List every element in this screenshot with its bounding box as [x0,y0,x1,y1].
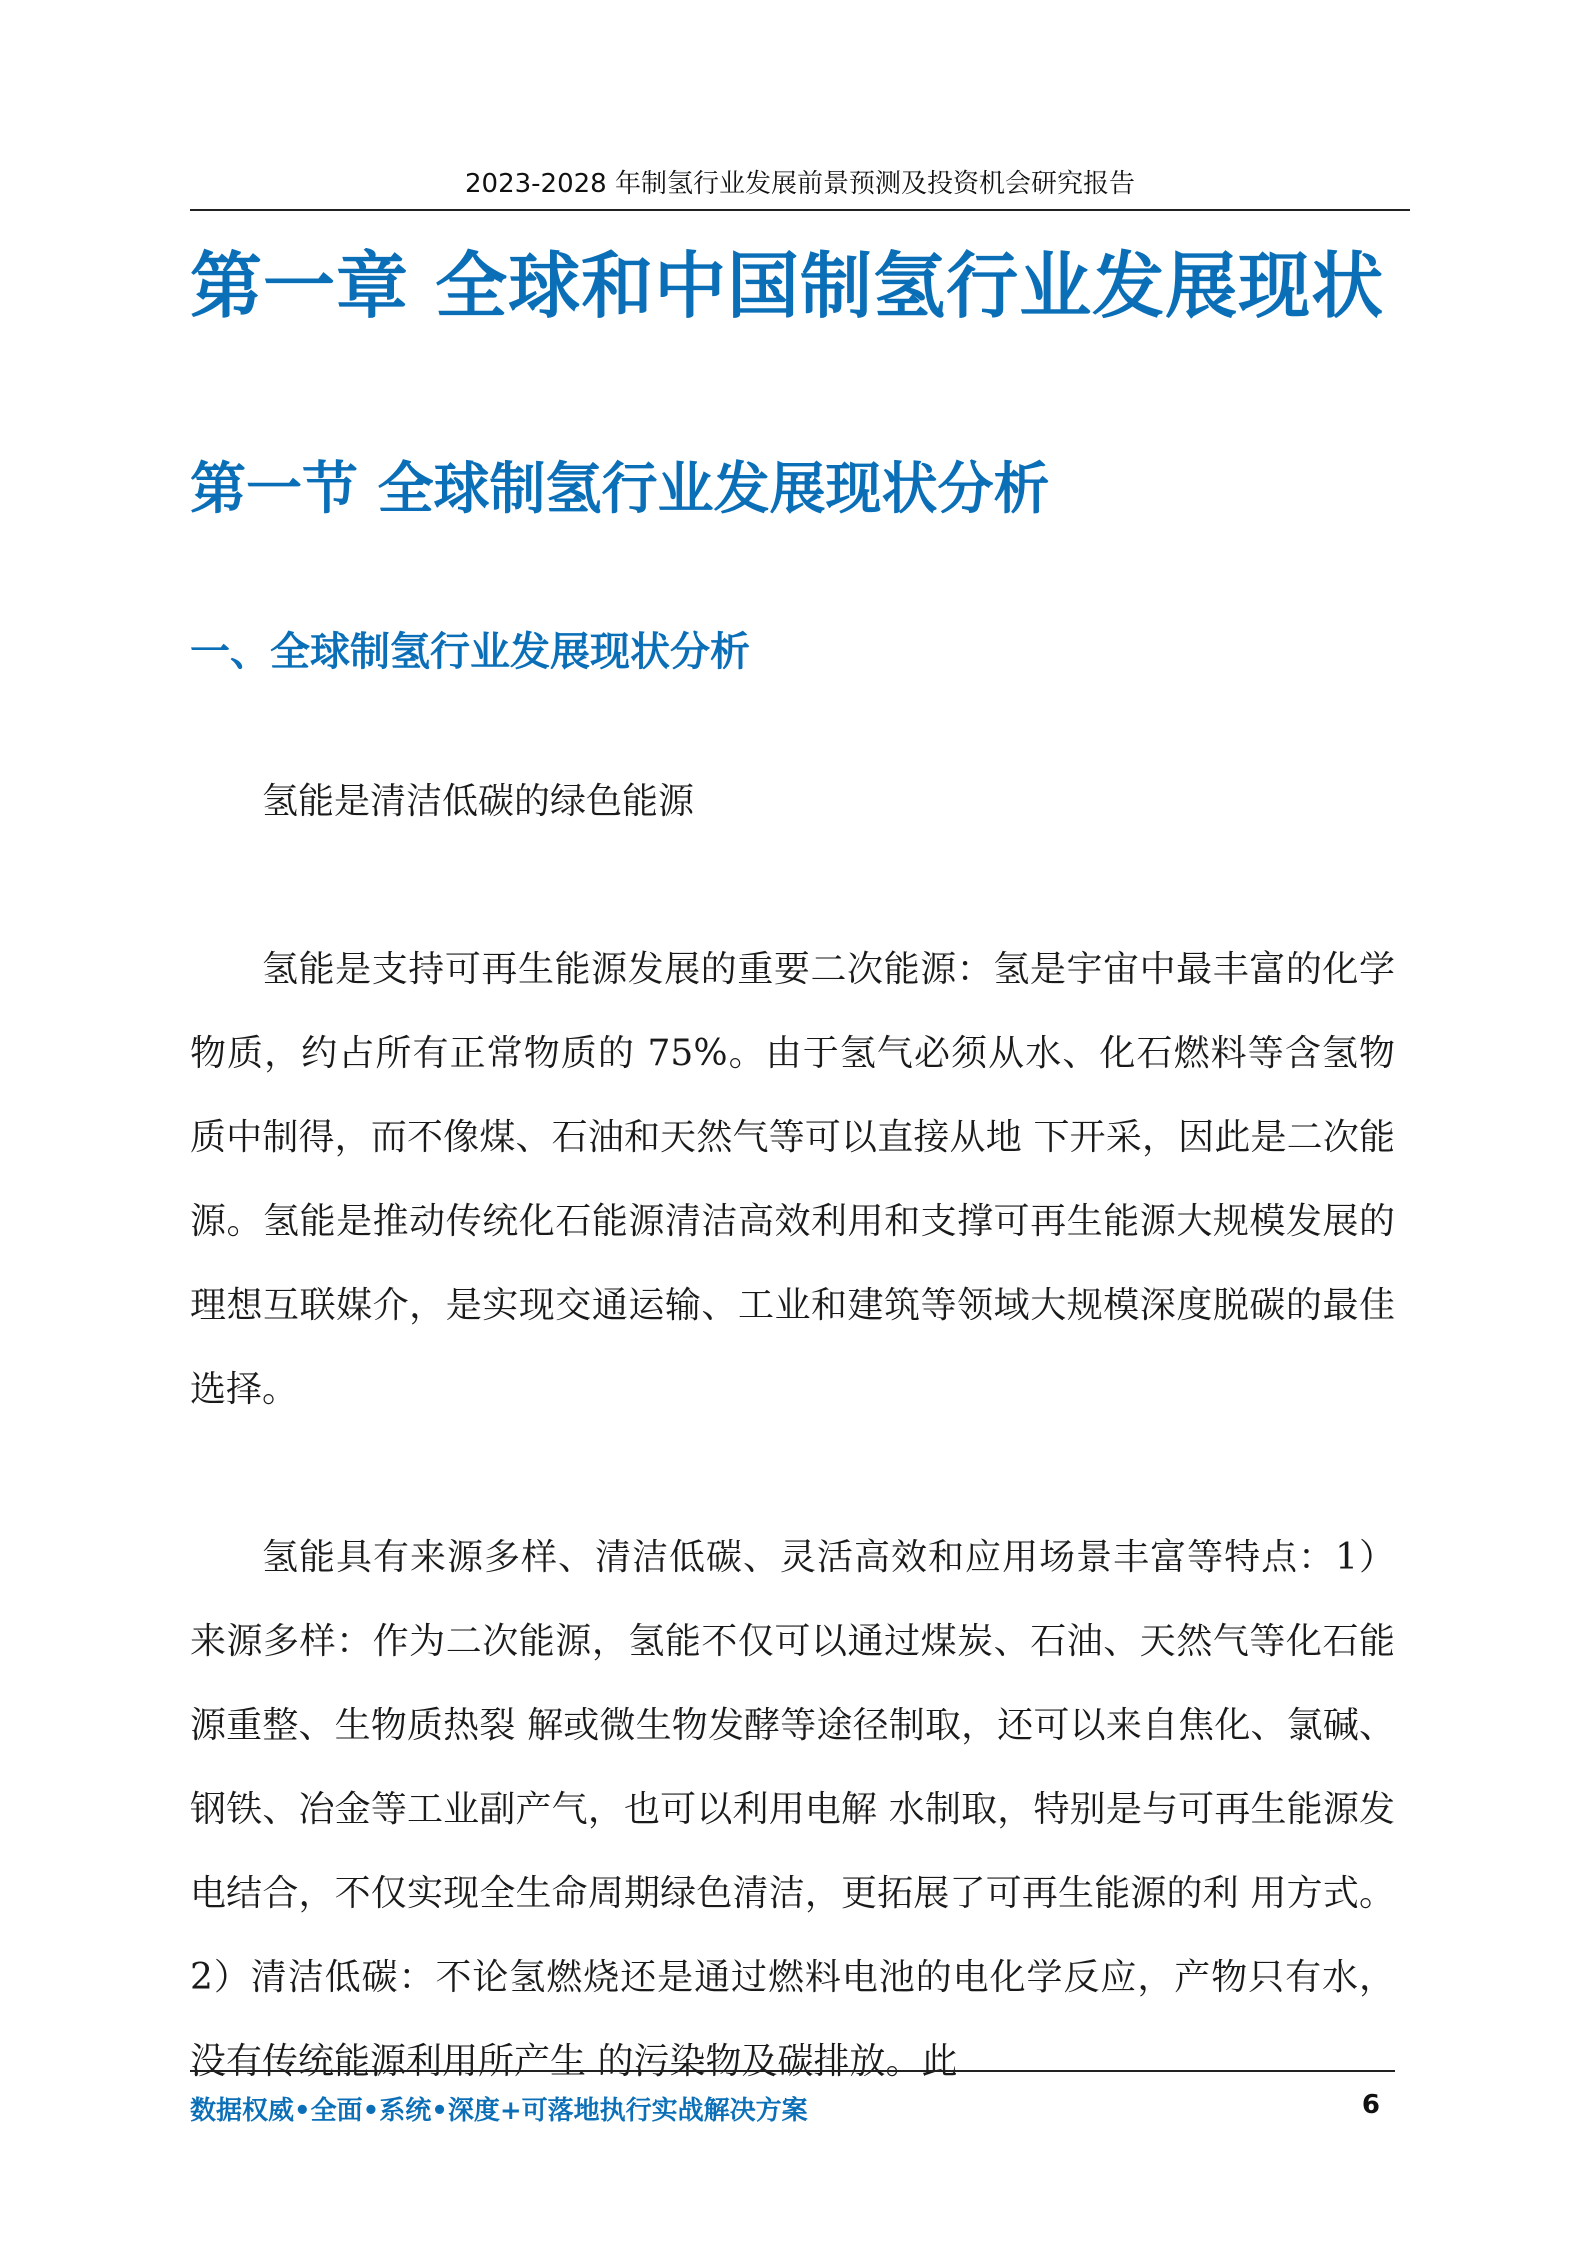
page-number: 6 [1361,2090,1380,2120]
footer-divider [190,2070,1395,2072]
footer-slogan: 数据权威•全面•系统•深度+可落地执行实战解决方案 [190,2096,808,2126]
section-heading: 第一节 全球制氢行业发展现状分析 [190,457,1050,522]
paragraph: 氢能是支持可再生能源发展的重要二次能源：氢是宇宙中最丰富的化学物质，约占所有正常物质的 75%。由于氢气必须从水、化石燃料等含氢物质中制得，而不像煤、石油和天然气等可以直接从地 下开采，因此是二次能源。氢能是推动传统化石能源清洁高效利用和支撑可再生能源大规模发展的 理想互联媒介，是实现交通运输、工业和建筑等领域大规模深度脱碳的最佳选择。 [190,949,1395,1410]
paragraph: 氢能具有来源多样、清洁低碳、灵活高效和应用场景丰富等特点：1）来源多样：作为二次能源，氢能不仅可以通过煤炭、石油、天然气等化石能源重整、生物质热裂 解或微生物发酵等途径制取，还可以来自焦化、氯碱、钢铁、冶金等工业副产气，也可以利用电解 水制取，特别是与可再生能源发电结合，不仅实现全生命周期绿色清洁，更拓展了可再生能源的利 用方式。 2）清洁低碳：不论氢燃烧还是通过燃料电池的电化学反应，产物只有水，没有传统能源利用所产生 的污染物及碳排放。此 [190,1537,1395,2082]
paragraph: 氢能是清洁低碳的绿色能源 [262,781,695,822]
paragraph-spacer [190,1432,1395,1516]
body-text [190,760,1395,2104]
subsection-heading: 一、全球制氢行业发展现状分析 [190,629,750,675]
header-divider [190,209,1410,211]
paragraph-spacer [190,844,1395,928]
chapter-heading: 第一章 全球和中国制氢行业发展现状 [190,244,1385,328]
running-header-title: 2023-2028 年制氢行业发展前景预测及投资机会研究报告 [465,169,1135,199]
